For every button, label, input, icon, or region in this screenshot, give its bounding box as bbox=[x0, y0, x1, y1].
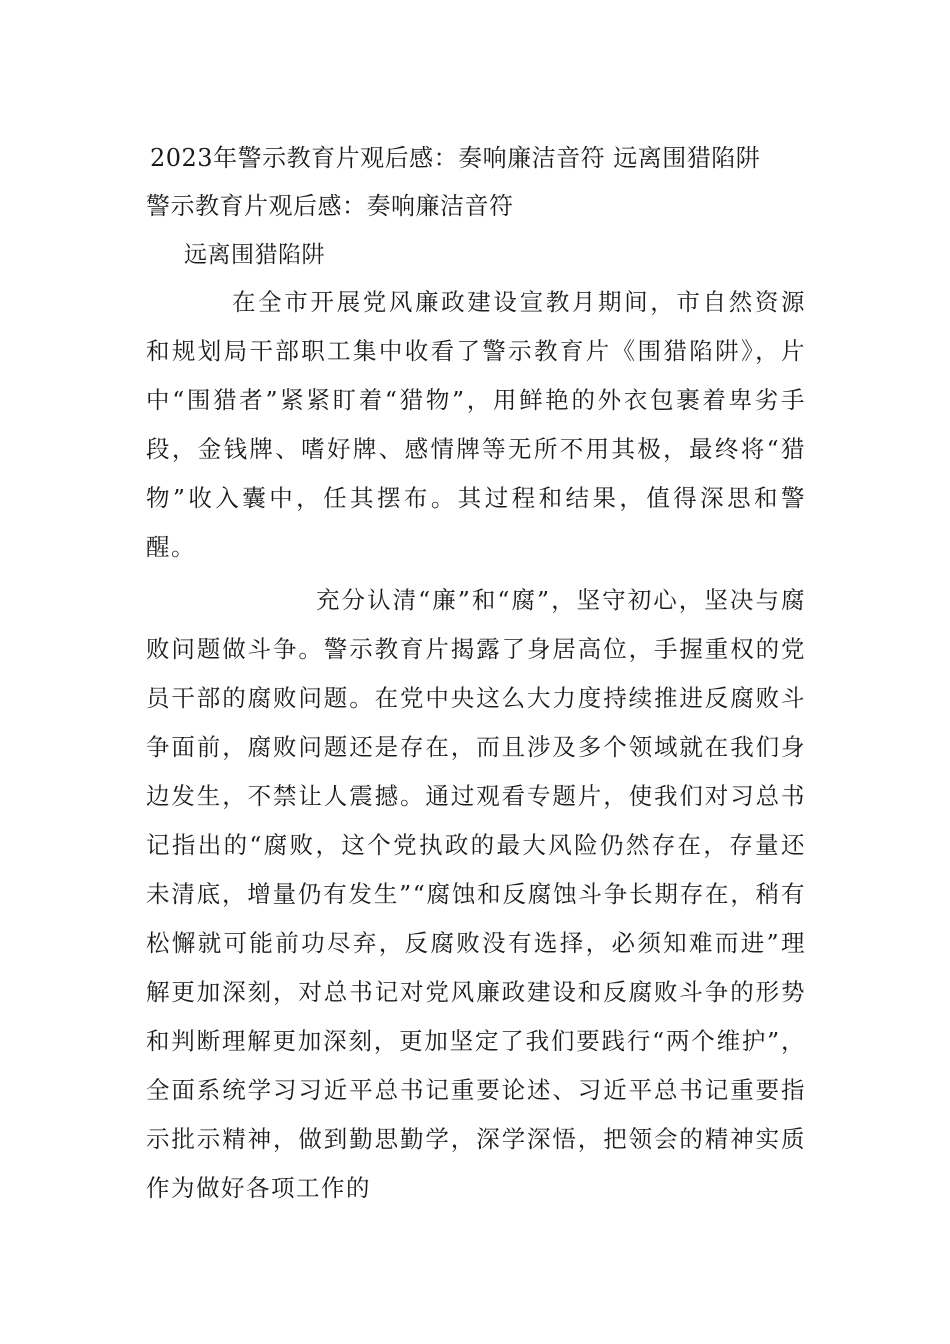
document-subtitle-second-line: 远离围猎陷阱 bbox=[184, 242, 325, 268]
document-title: 2023年警示教育片观后感：奏响廉洁音符 远离围猎陷阱 bbox=[150, 144, 761, 172]
document-subtitle-first-line: 警示教育片观后感：奏响廉洁音符 bbox=[146, 192, 514, 220]
body-paragraph-2: 充分认清“廉”和“腐”，坚守初心，坚决与腐败问题做斗争。警示教育片揭露了身居高位，手握重权的党员干部的腐败问题。在党中央这么大力度持续推进反腐败斗争面前，腐败问题还是存在，而且涉及多个领域就在我们身边发生，不禁让人震撼。通过观看专题片，使我们对习总书记指出的“腐败，这个党执政的最大风险仍然存在，存量还未清底，增量仍有发生”“腐蚀和反腐蚀斗争长期存在，稍有松懈就可能前功尽弃，反腐败没有选择，必须知难而进”理解更加深刻，对总书记对党风廉政建设和反腐败斗争的形势和判断理解更加深刻，更加坚定了我们要践行“两个维护”，全面系统学习习近平总书记重要论述、习近平总书记重要指示批示精神，做到勤思勤学，深学深悟，把领会的精神实质作为做好各项工作的 bbox=[146, 586, 806, 1202]
body-paragraph-1: 在全市开展党风廉政建设宣教月期间，市自然资源和规划局干部职工集中收看了警示教育片《围猎陷阱》，片中“围猎者”紧紧盯着“猎物”，用鲜艳的外衣包裹着卑劣手段，金钱牌、嗜好牌、感情牌等无所不用其极，最终将“猎物”收入囊中，任其摆布。其过程和结果，值得深思和警醒。 bbox=[146, 288, 806, 561]
